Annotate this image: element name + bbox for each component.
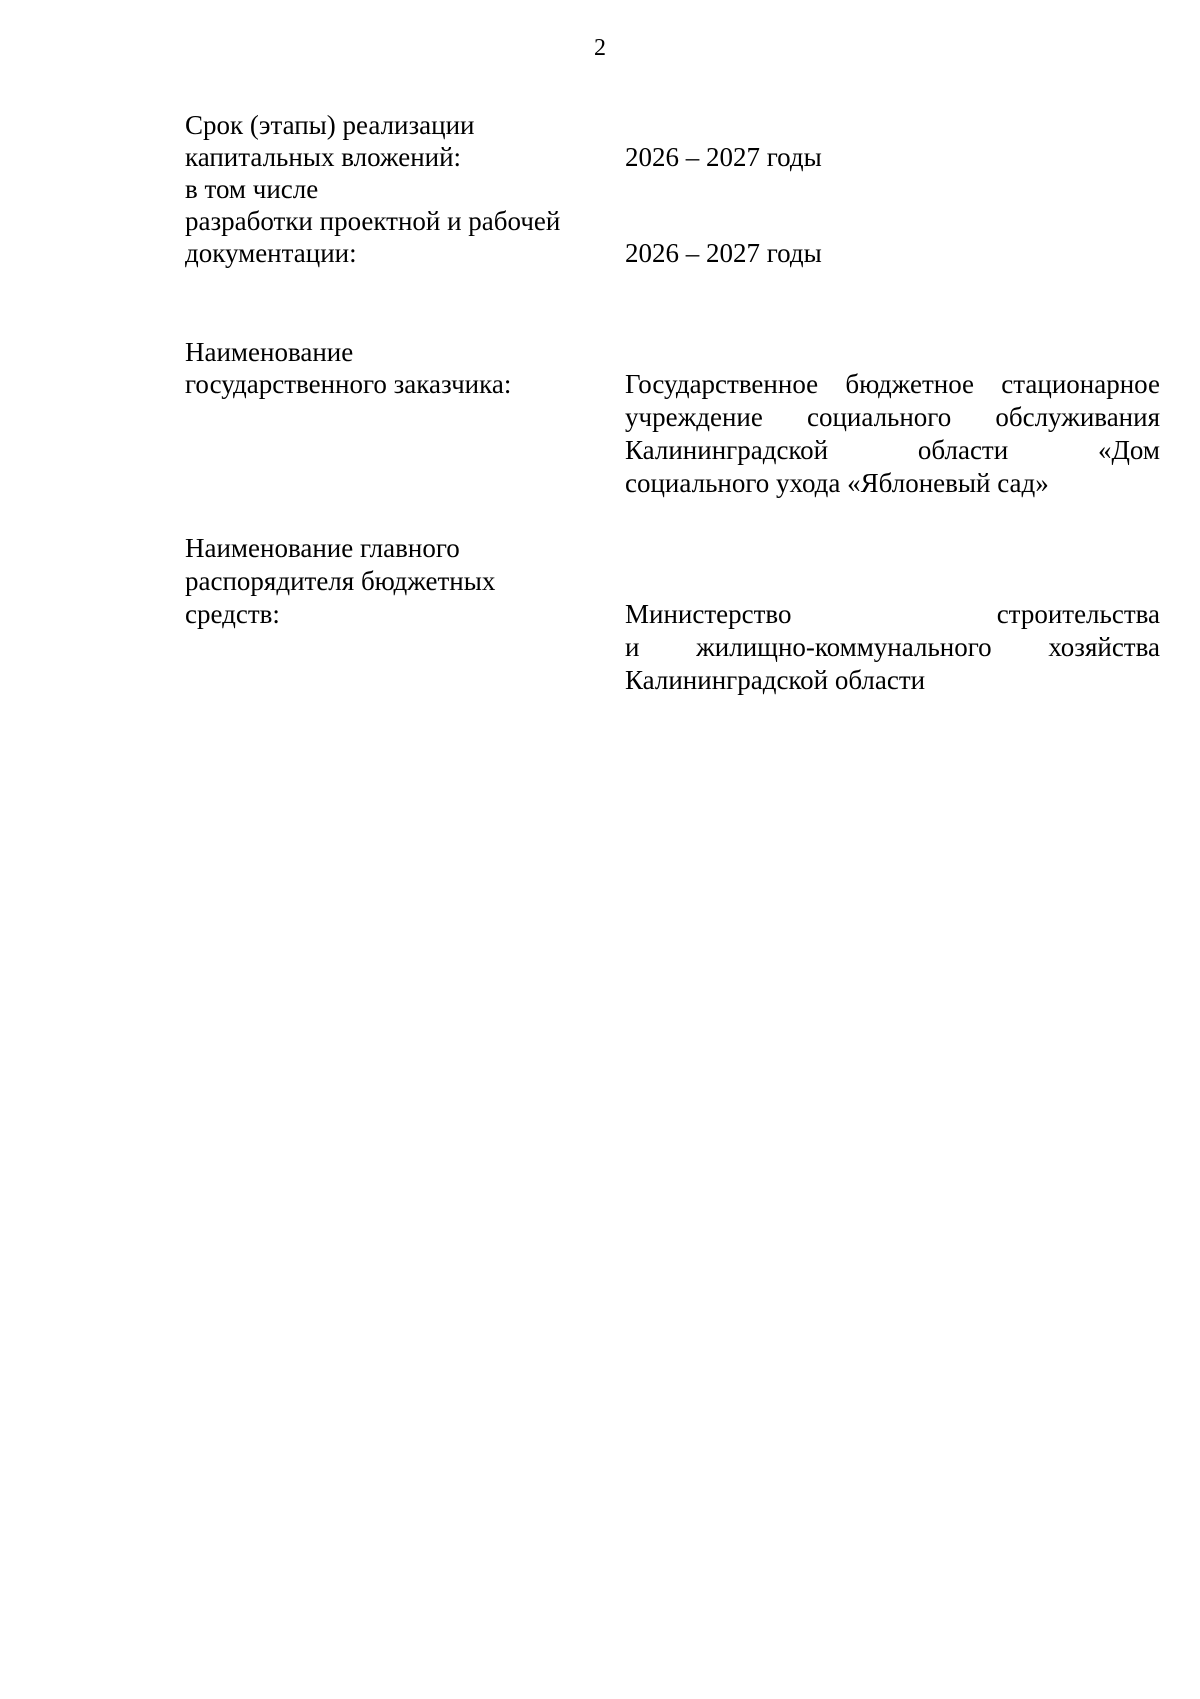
- manager-word: хозяйства: [1048, 632, 1160, 662]
- customer-label-line-1: Наименование: [185, 337, 354, 367]
- customer-word: социального: [806, 402, 952, 432]
- manager-label-line-2: распорядителя бюджетных: [185, 566, 496, 596]
- terms-label-line-3: в том числе: [185, 174, 319, 204]
- terms-label-line-5: документации:: [185, 238, 357, 268]
- manager-label-line-3: средств:: [185, 599, 280, 629]
- documentation-period: 2026 – 2027 годы: [625, 238, 822, 268]
- customer-word: Калининградской: [625, 435, 829, 465]
- customer-word: учреждение: [625, 402, 763, 432]
- customer-word: «Дом: [1097, 435, 1160, 465]
- customer-word: стационарное: [1001, 369, 1160, 399]
- manager-label-line-1: Наименование главного: [185, 533, 460, 563]
- manager-value-line-2: [625, 631, 1160, 663]
- customer-value-line-4: социального ухода «Яблоневый сад»: [625, 468, 1049, 498]
- customer-label-line-2: государственного заказчика:: [185, 369, 512, 399]
- manager-value-line-3: Калининградской области: [625, 665, 926, 695]
- customer-value-line-3: [625, 434, 1160, 466]
- capital-investment-period: 2026 – 2027 годы: [625, 142, 822, 172]
- manager-word: Министерство: [625, 599, 792, 629]
- manager-word: строительства: [996, 599, 1160, 629]
- page-number: 2: [594, 35, 606, 61]
- terms-label-line-2: капитальных вложений:: [185, 142, 462, 172]
- manager-word: жилищно-коммунального: [696, 632, 992, 662]
- customer-value-line-2: [625, 401, 1160, 433]
- manager-value-line-1: [625, 598, 1160, 630]
- customer-value-line-1: [625, 368, 1160, 400]
- customer-word: области: [917, 435, 1009, 465]
- customer-word: бюджетное: [845, 369, 975, 399]
- terms-label-line-4: разработки проектной и рабочей: [185, 206, 561, 236]
- customer-word: обслуживания: [995, 402, 1160, 432]
- manager-word: и: [625, 632, 640, 662]
- terms-label-line-1: Срок (этапы) реализации: [185, 110, 475, 140]
- customer-word: Государственное: [625, 369, 819, 399]
